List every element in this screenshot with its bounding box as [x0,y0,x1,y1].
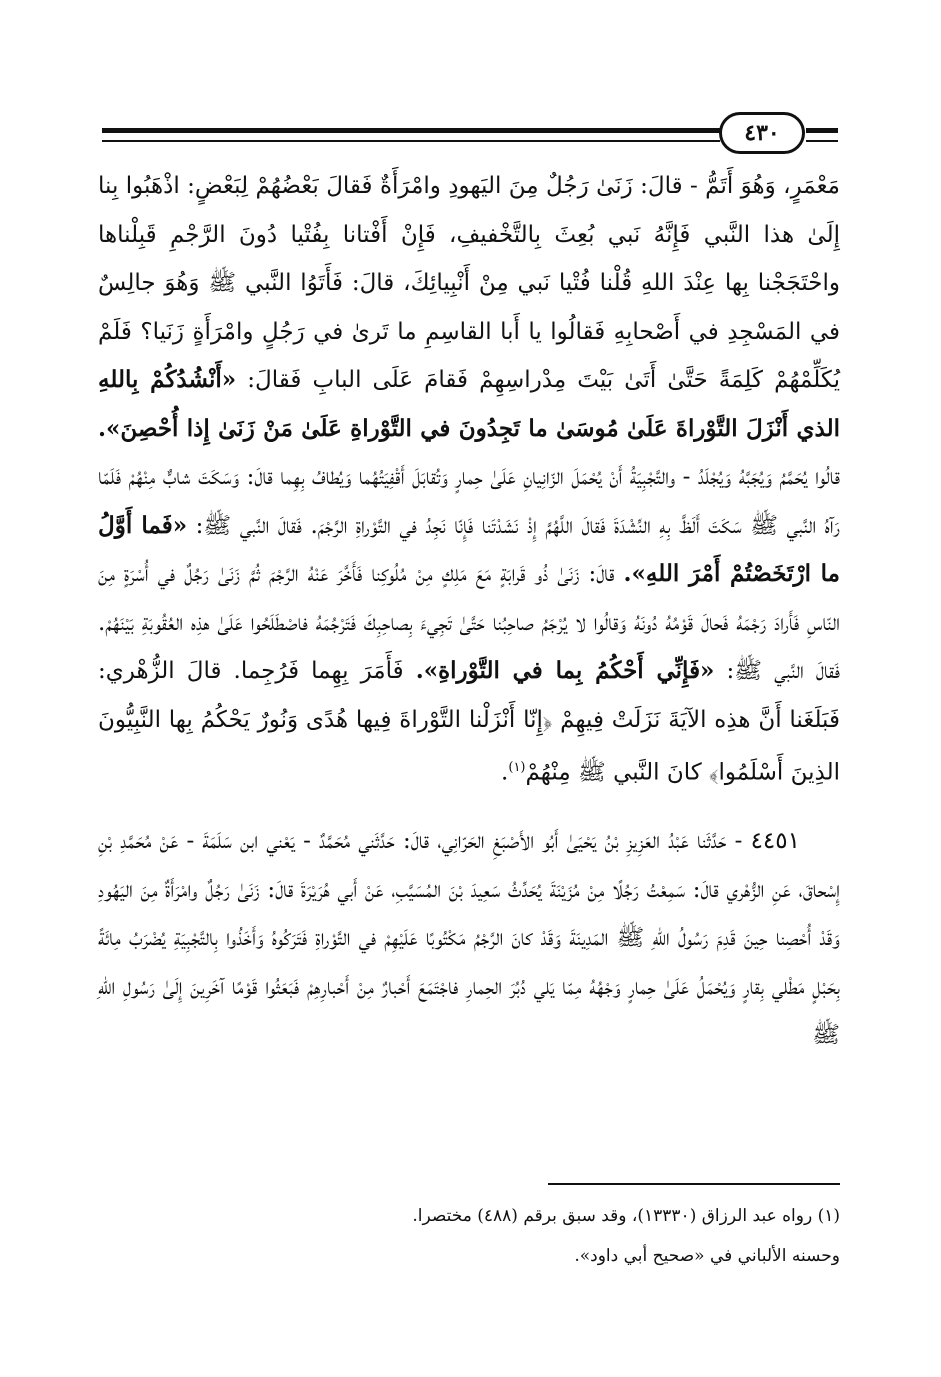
footnote-reference[interactable]: (١) [508,760,526,775]
main-text [98,162,840,1060]
quran-verse: ﴿إِنّا أَنْزَلْنا التَّوْراةَ فِيها هُدًى وَنُورٌ يَحْكُمُ بِها النَّبِيُّونَ الذِينَ أَسْلَمُوا﴾ [98,706,840,786]
header-rule-thin [102,140,720,142]
prophet-quote: «فَإِنِّي أَحْكُمُ بِما في التَّوْراةِ». [415,657,715,684]
footnote-1: (١) رواه عبد الرزاق (١٣٣٣٠)، وقد سبق برقم (٤٨٨) مختصرا. [412,1206,840,1226]
header-rule [102,128,720,133]
text-segment: قالَ: زَنَىٰ ذُو قَرابَةٍ مَعَ مَلِكٍ مِنْ مُلُوكِنا فَأَخَّرَ عَنْهُ الرَّجْمَ ثُمَّ زَنَىٰ رَجُلٌ في أُسْرَةٍ مِنَ النّاسِ فَأَرادَ رَجْمَهُ فَحالَ قَوْمُهُ دُونَهُ وَقالُوا لا يُرْجَمُ صاحِبُنا حَتَّىٰ تَجِيءَ بِصاحِبِكَ فَتَرْجُمَهُ فاصْطَلَحُوا عَلَىٰ هذِه العُقُوبَةِ بَيْنَهُمْ. فَقالَ النَّبي ﷺ: [98,561,840,684]
text-segment: قالُوا يُحَمَّمُ وَيُجَبَّهُ وَيُجْلَدُ - والتَّجْبِيَةُ أَنْ يُحْمَلَ الزّانِيانِ عَلَىٰ حِمارٍ وَتُقابَلَ أَقْفِيَتُهُما وَيُطافُ بِهِما قالَ: وَسَكَتَ شابٌّ مِنْهُمْ فَلَمّا رَآهُ النَّبي ﷺ سَكَتَ أَلَظَّ بِهِ النِّشْدَةَ فَقالَ اللَّهُمَّ إِذْ نَشَدْتَنا فَإِنّا نَجِدُ في التَّوْراةِ الرَّجْمَ. فَقالَ النَّبي ﷺ: [98,464,841,539]
page-number: ٤٣٠ [719,112,805,154]
prophet-quote: «أَنْشُدُكُمْ بِاللهِ الذي أَنْزَلَ التَّوْراةَ عَلَىٰ مُوسَىٰ ما تَجِدُونَ في التَّوْراةِ عَلَىٰ مَنْ زَنَىٰ إِذا أُحْصِنَ». [98,366,840,442]
header-rule-tail [806,128,838,133]
footnote-1-continued: وحسنه الألباني في «صحيح أبي داود». [574,1246,840,1266]
hadith-paragraph-continued [98,162,840,797]
sentence-end: . [501,759,509,786]
hadith-4451: ٤٤٥١ - حَدَّثَنا عَبْدُ العَزِيزِ بْنُ يَحْيَىٰ أَبُو الأَصْبَغِ الحَرّانِي، قالَ: حَدَّثَني مُحَمَّدٌ - يَعْني ابن سَلَمَةَ - عَنْ مُحَمَّدِ بْنِ إِسْحاقَ، عَنِ الزُّهْري قالَ: سَمِعْتُ رَجُلًا مِنْ مُزَيْنَةَ يُحَدِّثُ سَعِيدَ بْنَ المُسَيَّبِ، عَنْ أَبي هُرَيْرَةَ قالَ: زَنَىٰ رَجُلٌ وامْرَأَةٌ مِنَ اليَهُودِ وَقَدْ أُحْصِنا حِينَ قَدِمَ رَسُولُ اللهِ ﷺ المَدِينَةَ وَقَدْ كانَ الرَّجْمُ مَكْتُوبًا عَلَيْهِمْ في التَّوْراةِ فَتَرَكُوهُ وَأَخَذُوا بِالتَّجْبِيَةِ يُضْرَبُ مِائَةً بِحَبْلٍ مَطْلي بِقارٍ وَيُحْمَلُ عَلَىٰ حِمارٍ وَجْهُهُ مِمّا يَلي دُبُرَ الحِمارِ فاجْتَمَعَ أَحْبارٌ مِنْ أَحْبارِهِمْ فَبَعَثُوا قَوْمًا آخَرِينَ إِلَىٰ رَسُولِ اللهِ ﷺ [98,828,840,1049]
footnotes [98,1196,840,1276]
text-segment: فَأَمَرَ بِهِما فَرُجِما. قالَ الزُّهْري: فَبَلَغَنا أَنَّ هذِه الآيَةَ نَزَلَتْ فِيهِمْ [98,658,840,733]
prophet-quote: «فَما أَوَّلُ ما ارْتَخَصْتُمْ أَمْرَ اللهِ». [98,511,841,587]
header-rule-tail-thin [806,140,838,142]
text-segment: مَعْمَرٍ، وَهُوَ أَتَمُّ - قالَ: زَنَىٰ رَجُلٌ مِنَ اليَهودِ وامْرَأَةٌ فَقالَ بَعْضُهُمْ لِبَعْضٍ: اذْهَبُوا بِنا إِلَىٰ هذا النَّبي فَإِنَّهُ نَبي بُعِثَ بِالتَّخْفيفِ، فَإِنْ أَفْتانا بِفُتْيا دُونَ الرَّجْمِ قَبِلْناها واحْتَجَجْنا بِها عِنْدَ اللهِ قُلْنا فُتْيا نَبي مِنْ أَنْبِيائِكَ، قالَ: فَأَتَوُا النَّبي ﷺ وَهُوَ جالِسٌ في المَسْجِدِ في أَصْحابِهِ فَقالُوا يا أَبا القاسِمِ ما تَرىٰ في رَجُلٍ وامْرَأَةٍ زَنَيا؟ فَلَمْ يُكَلِّمْهُمْ كَلِمَةً حَتَّىٰ أَتَىٰ بَيْتَ مِدْراسِهِمْ فَقامَ عَلَى البابِ فَقالَ: [98,173,840,393]
text-segment: كانَ النَّبي ﷺ مِنْهُمْ [525,759,702,786]
footnote-divider [548,1183,840,1185]
